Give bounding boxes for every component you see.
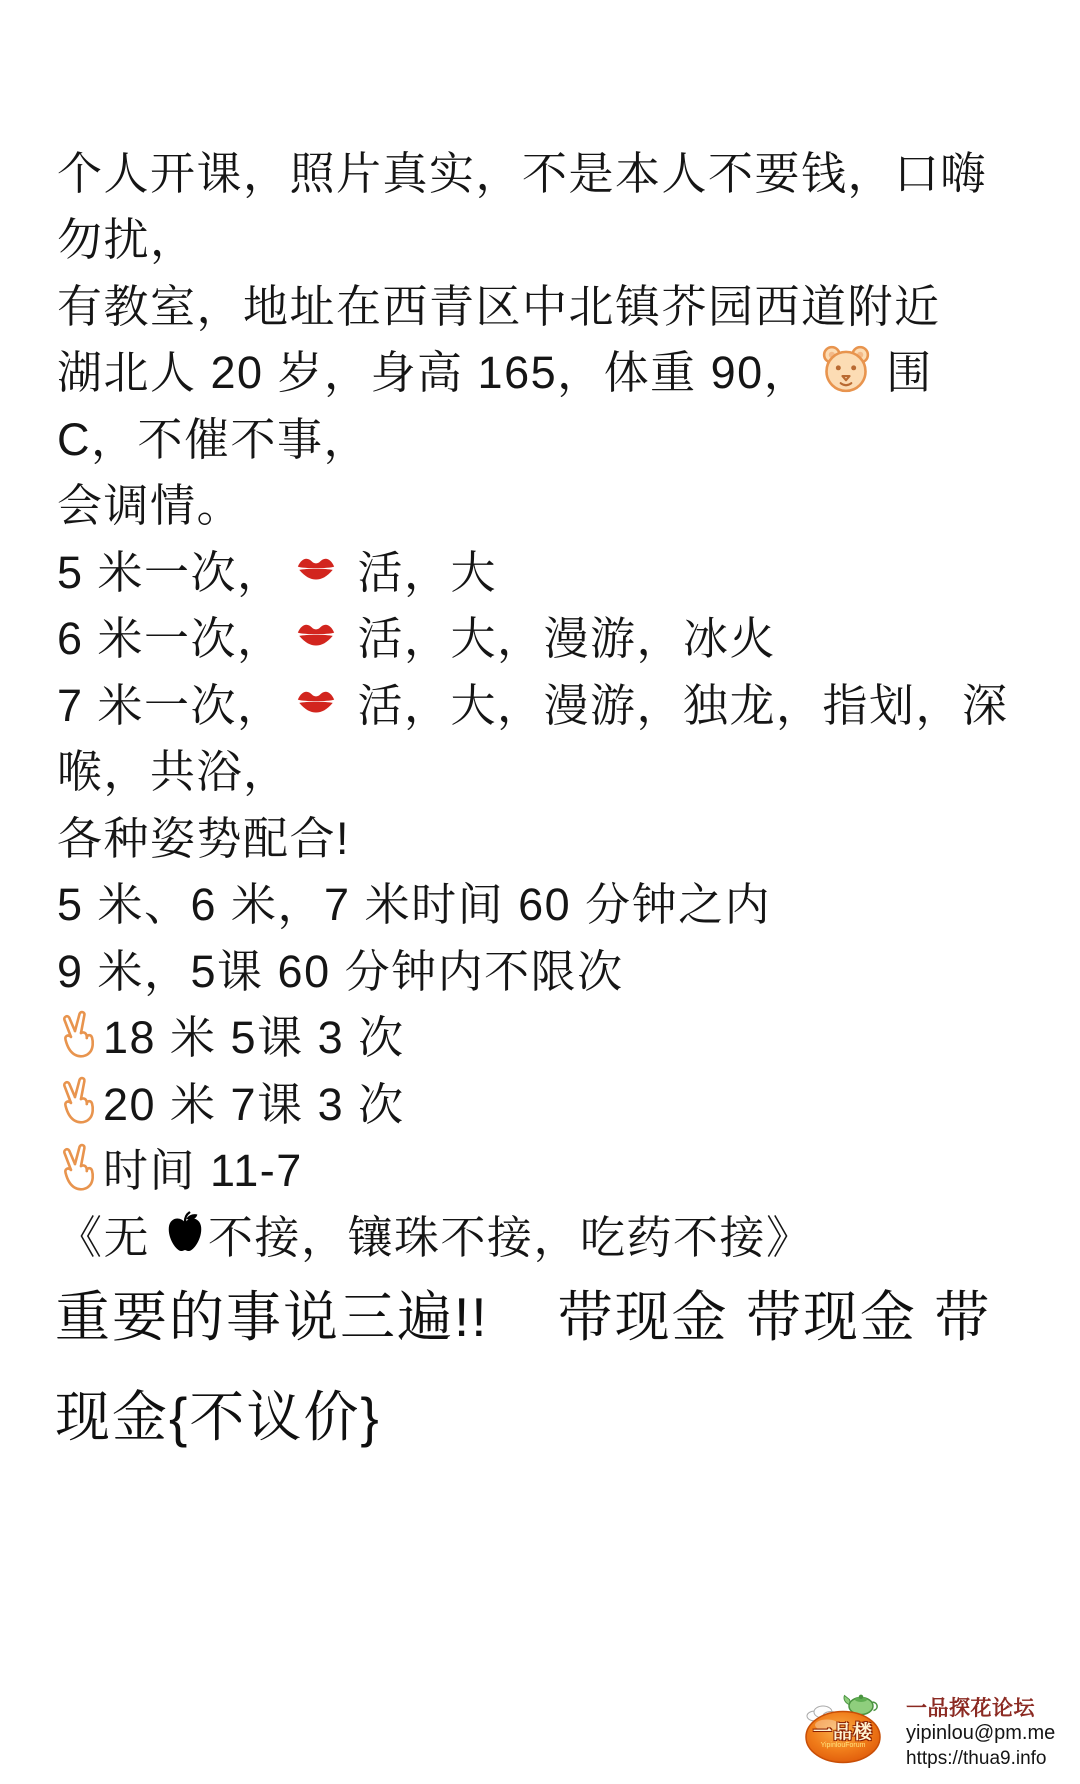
text-line-package-1: [57, 1001, 1009, 1068]
line-text: 时间 11-7: [103, 1145, 303, 1197]
line-text: 活，大: [357, 546, 498, 598]
victory-hand-icon: [57, 1140, 99, 1194]
ad-text-block: [57, 136, 1009, 1267]
forum-url: https://thua9.info: [906, 1748, 1047, 1769]
text-line-profile-3: [57, 469, 1009, 536]
victory-hand-icon: [57, 1073, 99, 1127]
logo-subtitle: YipinlouForum: [820, 1742, 866, 1749]
line-text: 个人开课，照片真实，不是本人不要钱，口嗨: [57, 147, 988, 199]
line-text: 各种姿势配合!: [57, 812, 351, 864]
line-text: 活，大，漫游，独龙，指划，深: [357, 679, 1009, 731]
line-text: 围: [886, 347, 933, 399]
line-text: 活，大，漫游，冰火: [357, 613, 777, 665]
line-text: 20 米 7课 3 次: [103, 1078, 405, 1130]
forum-logo: [804, 1690, 882, 1764]
text-line-package-2: [57, 1067, 1009, 1134]
line-text: 6 米一次，: [57, 613, 284, 665]
text-line-profile-2: [57, 402, 1009, 469]
line-text: 9 米，5课 60 分钟内不限次: [57, 945, 624, 997]
line-text: 5 米、6 米，7 米时间 60 分钟之内: [57, 879, 772, 931]
emphasis-text-block: [55, 1262, 991, 1462]
line-text: 重要的事说三遍!! 带现金 带现金 带: [55, 1285, 992, 1348]
line-text: 现金{不议价}: [55, 1385, 381, 1448]
text-line-time-rule-1: [57, 868, 1009, 935]
text-line-important-2: [55, 1362, 991, 1462]
text-line-price-7: [57, 668, 1009, 735]
text-line-location: [57, 269, 1009, 336]
line-text: 《无: [57, 1211, 165, 1263]
line-text: 喉，共浴，: [57, 746, 290, 798]
text-line-poses: [57, 801, 1009, 868]
line-text: 湖北人 20 岁，身高 165，体重 90，: [57, 347, 811, 399]
line-text: 不接，镶珠不接，吃药不接》: [208, 1211, 813, 1263]
line-text: 会调情。: [57, 480, 244, 532]
victory-hand-icon: [57, 1007, 99, 1061]
kiss-lips-icon: [294, 686, 338, 717]
line-text: 18 米 5课 3 次: [103, 1012, 405, 1064]
text-line-price-5: [57, 535, 1009, 602]
text-line-intro-1: [57, 136, 1009, 203]
text-line-intro-2: [57, 203, 1009, 270]
line-text: 7 米一次，: [57, 679, 284, 731]
text-line-hours: [57, 1134, 1009, 1201]
line-text: 勿扰，: [57, 214, 197, 266]
black-apple-icon: [166, 1211, 204, 1255]
text-line-price-6: [57, 602, 1009, 669]
line-text: 有教室，地址在西青区中北镇芥园西道附近: [57, 280, 941, 332]
forum-name: 一品探花论坛: [906, 1697, 1035, 1720]
text-line-restrictions: [57, 1200, 1009, 1267]
text-line-profile: [57, 336, 1009, 403]
line-text: 5 米一次，: [57, 546, 284, 598]
bear-face-icon: [820, 344, 872, 394]
text-line-important-1: [55, 1262, 991, 1362]
line-text: C，不催不事，: [57, 413, 370, 465]
text-line-price-7-cont: [57, 735, 1009, 802]
contact-email: yipinlou@pm.me: [906, 1722, 1056, 1744]
logo-title: 一品楼: [812, 1722, 873, 1743]
kiss-lips-icon: [294, 553, 338, 584]
watermark-text-block: [906, 1696, 1080, 1771]
text-line-time-rule-2: [57, 934, 1009, 1001]
kiss-lips-icon: [294, 619, 338, 650]
